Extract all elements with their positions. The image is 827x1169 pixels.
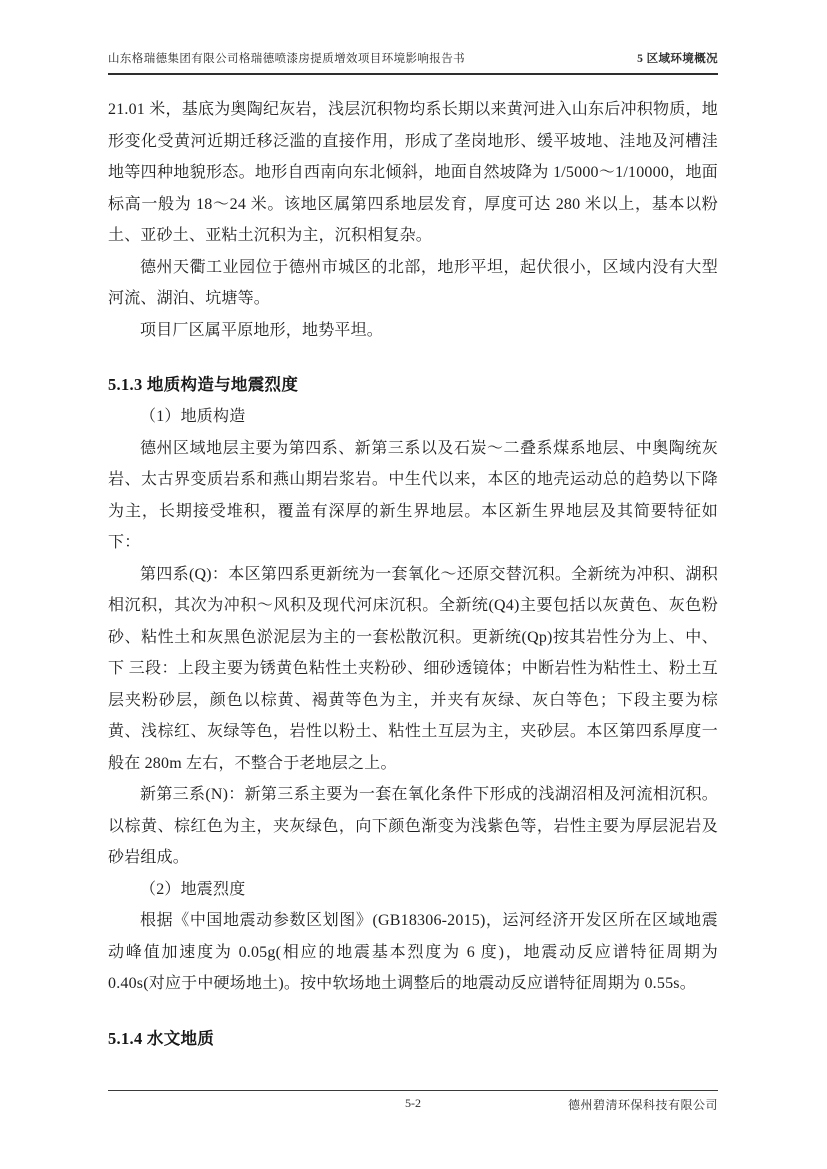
footer-company: 德州碧清环保科技有限公司 — [567, 1098, 718, 1112]
paragraph: 项目厂区属平原地形，地势平坦。 — [140, 321, 384, 339]
paragraph: 第四系(Q)：本区第四系更新统为一套氧化～还原交替沉积。全新统为冲积、湖积相沉积，其次为冲积～风积及现代河床沉积。全新统(Q4)主要包括以灰黄色、灰色粉砂、粘性土和灰黑色淤泥层为主的一套松散沉积。更新统(Qp)按其岩性分为上、中、下 三段：上段主要为锈黄色粘性土夹粉砂、细砂透镜体；中断岩性为粘性土、粉土互层夹粉砂层，颜色以棕黄、褐黄等色为主，并夹有灰绿、灰白等色；下段主要为棕黄、浅棕红、灰绿等色，岩性以粉土、粘性土互层为主，夹砂层。本区第四系厚度一般在 280m 左右，不整合于老地层之上。 — [108, 565, 718, 772]
document-body — [108, 94, 718, 1055]
header-section-label: 5 区域环境概况 — [637, 53, 718, 65]
section-heading-5-1-3: 5.1.3 地质构造与地震烈度 — [108, 375, 299, 394]
page-number: 5-2 — [405, 1096, 421, 1110]
paragraph: 新第三系(N)：新第三系主要为一套在氧化条件下形成的浅湖沼相及河流相沉积。以棕黄、棕红色为主，夹灰绿色，向下颜色渐变为浅紫色等，岩性主要为厚层泥岩及砂岩组成。 — [108, 786, 718, 866]
paragraph: （2）地震烈度 — [140, 880, 246, 898]
paragraph: 德州天衢工业园位于德州市城区的北部，地形平坦，起伏很小，区域内没有大型河流、湖泊、坑塘等。 — [108, 258, 718, 307]
paragraph: 根据《中国地震动参数区划图》(GB18306-2015)，运河经济开发区所在区域地震动峰值加速度为 0.05g(相应的地震基本烈度为 6 度)，地震动反应谱特征周期为 0.40s(对应于中硬场地土)。按中软场地土调整后的地震动反应谱特征周期为 0.55s。 — [108, 912, 718, 992]
paragraph: 德州区域地层主要为第四系、新第三系以及石炭～二叠系煤系地层、中奥陶统灰岩、太古界变质岩系和燕山期岩浆岩。中生代以来，本区的地壳运动总的趋势以下降为主，长期接受堆积，覆盖有深厚的新生界地层。本区新生界地层及其简要特征如下： — [108, 439, 718, 551]
section-heading-5-1-4: 5.1.4 水文地质 — [108, 1028, 215, 1048]
header-doc-title: 山东格瑞德集团有限公司格瑞德喷漆房提质增效项目环境影响报告书 — [108, 53, 465, 65]
page-header — [108, 50, 718, 75]
page-footer — [108, 1090, 718, 1113]
paragraph: （1）地质构造 — [140, 408, 246, 425]
paragraph: 21.01 米，基底为奥陶纪灰岩，浅层沉积物均系长期以来黄河进入山东后冲积物质，地形变化受黄河近期迁移泛滥的直接作用，形成了垄岗地形、缓平坡地、洼地及河槽洼地等四种地貌形态。地形自西南向东北倾斜，地面自然坡降为 1/5000～1/10000，地面标高一般为 18～24 米。该地区属第四系地层发育，厚度可达 280 米以上，基本以粉土、亚砂土、亚粘土沉积为主，沉积相复杂。 — [108, 101, 718, 244]
